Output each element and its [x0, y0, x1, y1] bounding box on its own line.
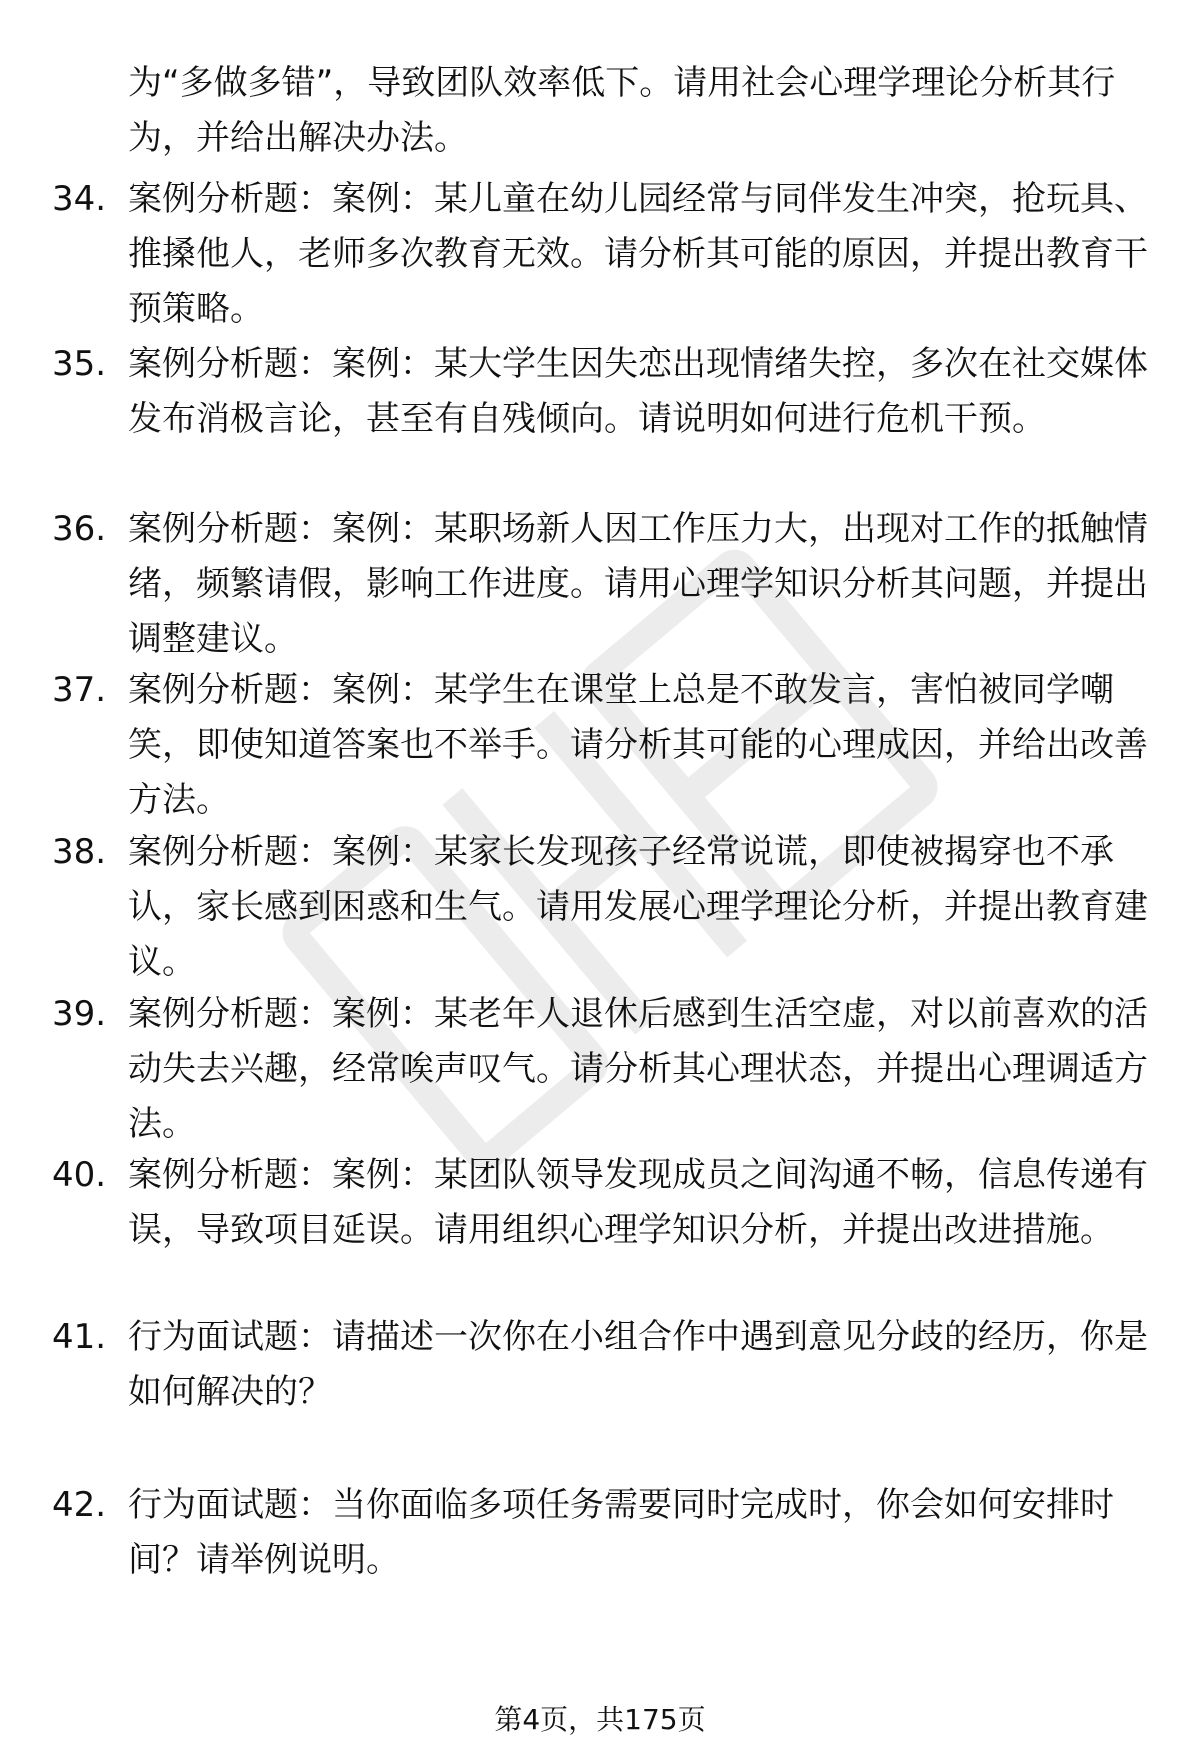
question-text: 行为面试题：当你面临多项任务需要同时完成时，你会如何安排时间？请举例说明。	[128, 1485, 1114, 1580]
question-text: 案例分析题：案例：某老年人退休后感到生活空虚，对以前喜欢的活动失去兴趣，经常唉声叹气。请分析其心理状态，并提出心理调适方法。	[128, 994, 1148, 1144]
question-item	[52, 172, 1152, 337]
question-item	[52, 1310, 1152, 1420]
question-text: 案例分析题：案例：某学生在课堂上总是不敢发言，害怕被同学嘲笑，即使知道答案也不举手。请分析其可能的心理成因，并给出改善方法。	[128, 670, 1148, 820]
question-item	[52, 337, 1152, 447]
question-item	[52, 663, 1152, 828]
question-text: 案例分析题：案例：某职场新人因工作压力大，出现对工作的抵触情绪，频繁请假，影响工作进度。请用心理学知识分析其问题，并提出调整建议。	[128, 509, 1148, 659]
question-number: 40.	[52, 1155, 107, 1195]
question-text: 案例分析题：案例：某家长发现孩子经常说谎，即使被揭穿也不承认，家长感到困惑和生气。请用发展心理学理论分析，并提出教育建议。	[128, 832, 1148, 982]
question-item	[52, 1478, 1152, 1588]
question-text: 行为面试题：请描述一次你在小组合作中遇到意见分歧的经历，你是如何解决的？	[128, 1317, 1148, 1412]
question-text: 案例分析题：案例：某大学生因失恋出现情绪失控，多次在社交媒体发布消极言论，甚至有自残倾向。请说明如何进行危机干预。	[128, 344, 1148, 439]
page-footer: 第4页，共175页	[494, 1703, 706, 1736]
question-number: 41.	[52, 1317, 107, 1357]
question-number: 36.	[52, 509, 107, 549]
question-text: 案例分析题：案例：某儿童在幼儿园经常与同伴发生冲突，抢玩具、推搡他人，老师多次教育无效。请分析其可能的原因，并提出教育干预策略。	[128, 179, 1148, 329]
question-item	[52, 502, 1152, 667]
question-number: 39.	[52, 994, 107, 1034]
question-item	[52, 825, 1152, 990]
question-item	[52, 987, 1152, 1152]
continuation-text: 为“多做多错”，导致团队效率低下。请用社会心理学理论分析其行为，并给出解决办法。	[128, 63, 1116, 158]
question-number: 37.	[52, 670, 107, 710]
question-number: 35.	[52, 344, 107, 384]
question-item	[52, 1148, 1152, 1258]
question-number: 34.	[52, 179, 107, 219]
question-text: 案例分析题：案例：某团队领导发现成员之间沟通不畅，信息传递有误，导致项目延误。请用组织心理学知识分析，并提出改进措施。	[128, 1155, 1148, 1250]
question-number: 38.	[52, 832, 107, 872]
question-number: 42.	[52, 1485, 107, 1525]
